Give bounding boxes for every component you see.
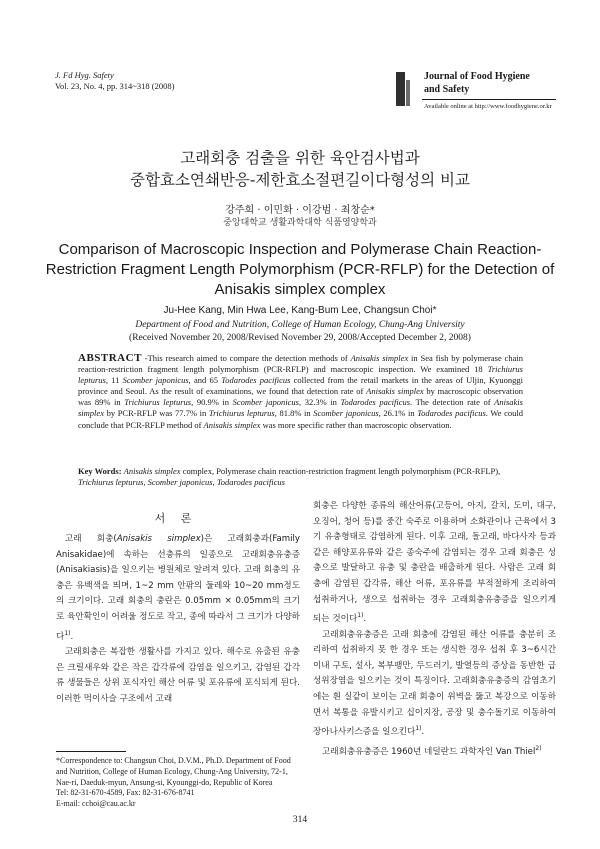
abstract-text: Anisakis simplex xyxy=(366,386,424,397)
abstract-text: Anisakis simplex xyxy=(203,419,261,430)
abstract-text: Trichiurus lepturus xyxy=(124,397,192,408)
journal-volume: Vol. 23, No. 4, pp. 314~318 (2008) xyxy=(55,81,175,91)
abstract-label: ABSTRACT xyxy=(78,352,142,364)
abstract-text: was more specific rather than macroscopic observation. xyxy=(260,419,452,430)
body-paragraph: 고래회충유충증은 1960년 네덜란드 과학자인 Van Thiel$^{2)}$ xyxy=(322,744,542,757)
correspondence-address: *Correspondence to: Changsun Choi, D.V.M., Ph.D. Department of Food and Nutrition, College of Human Ecology, Chung-Ang University, 72-1, Nae-ri, Daeduk-myun, Ansung-si, Kyounggi-do, Republic of Korea xyxy=(56,756,291,787)
correspondence-email[interactable]: E-mail: cchoi@cau.ac.kr xyxy=(56,799,136,809)
logo-divider xyxy=(422,99,556,100)
abstract-text: Todarodes pacificus xyxy=(340,397,411,408)
title-english xyxy=(30,240,570,300)
body-right-column xyxy=(313,499,556,760)
abstract-text: by macroscopic observation was 89% in xyxy=(78,386,523,408)
abstract-text: , 32.3% in xyxy=(298,397,341,408)
abstract-text: in Sea fish by polymerase chain reaction-restriction fragment length polymorphism (PCR-RFLP) and macroscopic inspection. We examined 18 xyxy=(78,353,523,375)
reference-marker: 1) xyxy=(357,612,364,620)
affiliation-english: Department of Food and Nutrition, College of Human Ecology, Chung-Ang University xyxy=(135,320,465,330)
abstract-text: Todarodes pacificus xyxy=(417,408,486,419)
body-paragraph: 고래 회충(Anisakis simplex)은 고래회충과(Family Anisakidae)에 속하는 선충류의 일종으로 고래회충유충증(Anisakiasis)을 일으키는 병원체로 알려져 있다. 고래 회충의 유충은 유백색을 띄며, 1~2 mm 안팎의 둘레와 10~20 mm정도의 크기이다. 고래 회충의 충란은 0.05mm × 0.05mm의 크기로 육안확인이 어려울 정도로 작고, 종에 따라서 그 크기가 다양하다$^{1)}$. xyxy=(56,534,300,642)
body-paragraph: 회충은 다양한 종류의 해산어류(고등어, 아지, 갈치, 도미, 대구, 오징어, 청어 등)를 중간 숙주로 이용하며 소화관이나 근육에서 3기 유충형태로 감염하게 된다. 이후 고래, 돌고래, 바다사자 등과 같은 해양포유류와 같은 종숙주에 감염되는 경우 고래 회충은 성충으로 발달하고 유충 및 충란을 배출하게 된다. 사람은 고래 회충에 감염된 갑각류, 해산 어류, 포유류를 부적절하게 조리하여 섭취하거나, 생으로 섭취하는 경우 고래회충유충증을 일으키게 되는 것이다$^{1)}$. xyxy=(313,501,556,625)
abstract-text: Scomber japonicus xyxy=(232,397,299,408)
title-english-line1: Comparison of Macroscopic Inspection and Polymerase Chain Reaction- xyxy=(58,241,542,258)
keywords-label: Key Words: xyxy=(78,466,122,476)
section-title-introduction: 서 론 xyxy=(154,512,198,525)
journal-name: J. Fd Hyg. Safety xyxy=(55,70,114,80)
abstract-text: by PCR-RFLP was 77.7% in xyxy=(103,408,209,419)
title-korean xyxy=(0,147,600,191)
affiliation-korean: 중앙대학교 생활과학대학 식품영양학과 xyxy=(223,218,377,228)
abstract-text: Anisakis simplex xyxy=(350,353,409,363)
journal-info xyxy=(55,70,174,92)
journal-logo-icon xyxy=(396,72,410,106)
title-english-line2: Restriction Fragment Length Polymorphism (PCR-RFLP) for the Detection of xyxy=(45,261,555,278)
abstract-text: , 90.9% in xyxy=(191,397,233,408)
keywords-text: complex, Polymerase chain reaction-restriction fragment length polymorphism (PCR-RFLP), xyxy=(180,466,501,476)
body-left-column xyxy=(56,532,300,707)
abstract-text: Scomber japonicus xyxy=(122,375,189,386)
page-number: 314 xyxy=(292,815,308,825)
title-korean-line2: 중합효소연쇄반응-제한효소절편길이다형성의 비교 xyxy=(130,171,470,189)
abstract-text: Trichiurus lepturus xyxy=(208,408,275,419)
abstract-text: -This research aimed to compare the detection methods of xyxy=(141,353,351,363)
journal-logo-block xyxy=(396,66,556,134)
title-english-line3: Anisakis simplex complex xyxy=(214,281,386,298)
abstract-text: Anisakis simplex xyxy=(78,397,523,419)
footnote-divider xyxy=(56,751,126,752)
correspondence-footnote xyxy=(56,756,300,810)
body-paragraph: 고래회충은 복잡한 생활사를 가지고 있다. 해수로 유출된 유충은 크릴새우와 같은 작은 갑각류에 감염을 일으키고, 감염된 갑각류 생물들은 상위 포식자인 해산 어류 및 포유류에 포식되게 된다. 이러한 먹이사슬 구조에서 고래 xyxy=(56,647,300,704)
abstract-text: Trichiurus lepturus xyxy=(78,364,523,386)
logo-title xyxy=(424,70,530,96)
abstract-text: collected from the retail markets in the areas of Uljin, Kyuonggi province and Seoul. As the result of examinations, we found that detection rate of xyxy=(78,375,523,397)
abstract xyxy=(78,353,523,431)
abstract-text: . The detection rate of xyxy=(410,397,495,408)
abstract-text: , 81.8% in xyxy=(274,408,314,419)
abstract-text: , and 65 xyxy=(188,375,222,386)
body-paragraph: 고래회충유충증은 고래 회충에 감염된 해산 어류를 충분히 조리하여 섭취하지 못 한 경우 또는 생식한 경우 섭취 후 3~6시간이내 구토, 설사, 복부팽만, 두드러기, 발열등의 증상을 동반한 급성위장염을 일으키는 것이 특징이다. 고래회충유충증의 감염초기에는 흰 실같이 보이는 고래 회충이 위벽을 뚫고 복강으로 이동하면서 복통을 유발시키고 십이지장, 공장 및 충수돌기로 이동하여 장아나사키스증을 일으킨다$^{1)}$. xyxy=(313,629,556,738)
authors-english: Ju-Hee Kang, Min Hwa Lee, Kang-Bum Lee, Changsun Choi* xyxy=(163,305,437,316)
journal-url[interactable]: Available online at http://www.foodhygiene.or.kr xyxy=(424,103,552,110)
reference-marker: 1) xyxy=(415,725,422,733)
reference-marker: 1) xyxy=(64,629,71,637)
reference-marker: 2) xyxy=(535,744,542,752)
abstract-text: , 26.1% in xyxy=(378,408,418,419)
keywords-text: Trichiurus lepturus, Scomber japonicus, Todarodes pacificus xyxy=(78,477,285,488)
abstract-text: Scomber japonicus xyxy=(313,408,379,419)
abstract-text: Todarodes pacificus xyxy=(221,375,291,386)
correspondence-phone: Tel: 82-31-670-4589, Fax: 82-31-676-8741 xyxy=(56,788,195,798)
abstract-text: . We could conclude that PCR-RFLP method of xyxy=(78,408,523,430)
received-dates: (Received November 20, 2008/Revised November 29, 2008/Accepted December 2, 2008) xyxy=(129,333,471,343)
authors-korean: 강주희 · 이민화 · 이강범 · 최창순* xyxy=(225,205,375,216)
keywords xyxy=(78,466,523,488)
logo-title-line2: and Safety xyxy=(424,84,470,95)
title-korean-line1: 고래회충 검출을 위한 육안검사법과 xyxy=(180,149,420,167)
abstract-text: , 11 xyxy=(105,375,123,386)
logo-title-line1: Journal of Food Hygiene xyxy=(424,71,530,82)
keywords-text: Anisakis simplex xyxy=(123,466,181,476)
